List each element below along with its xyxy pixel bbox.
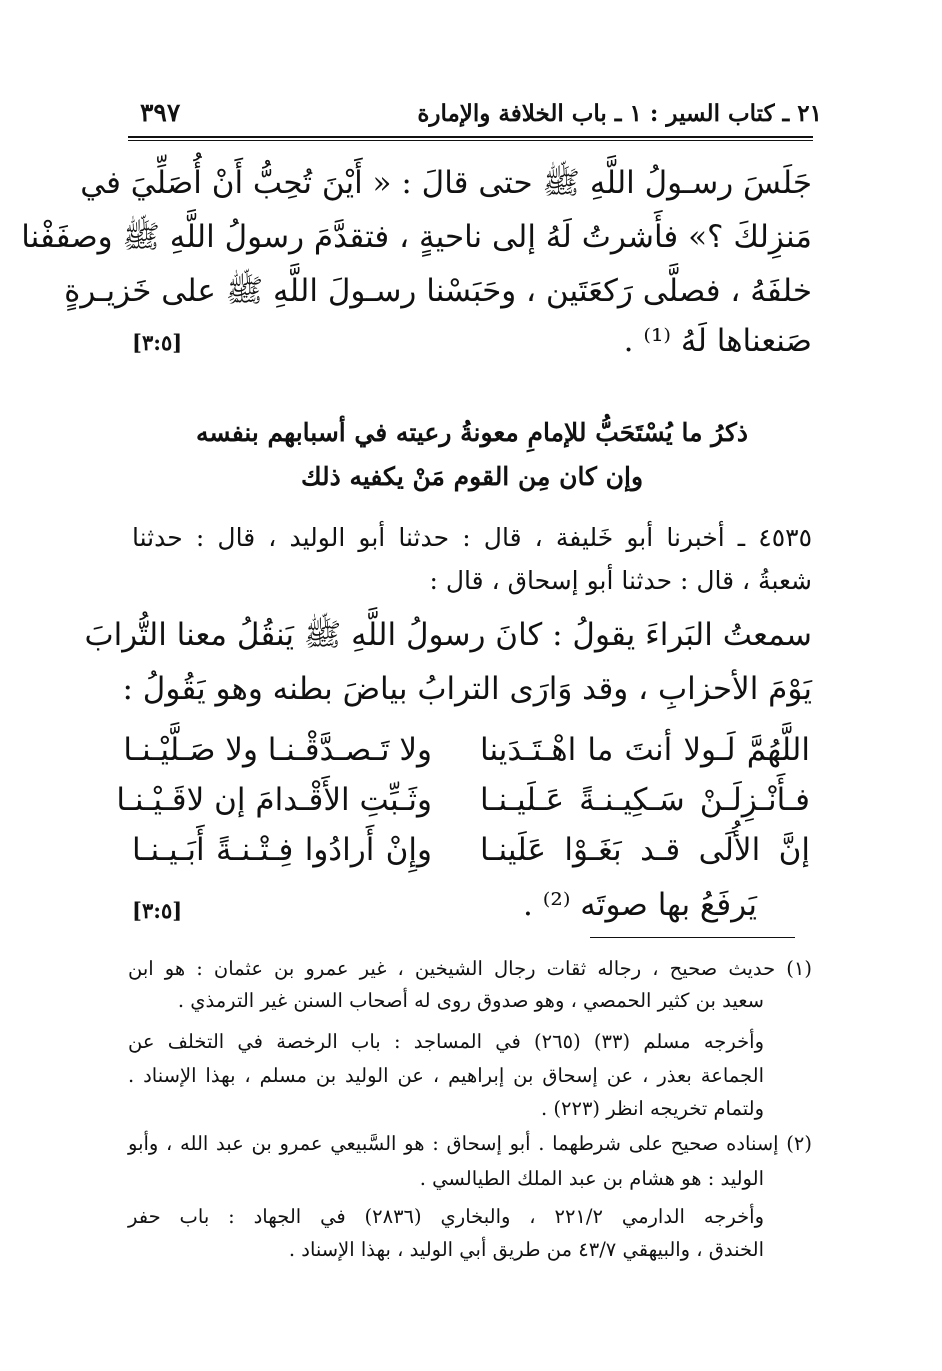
isnad-line: ٤٥٣٥ ـ أخبرنا أبو خَليفة ، قال : حدثنا أبو الوليد ، قال : حدثنا <box>132 523 812 552</box>
footnote-line: الخندق ، والبيهقي ٤٣/٧ من طريق أبي الوليد ، بهذا الإسناد . <box>288 1238 764 1261</box>
poem-verse-right: إنَّ الأُلَى قـد بَغَـوْا عَلَينـا <box>480 832 810 868</box>
footnote-line: (١) حديث صحيح ، رجاله ثقات رجال الشيخين ، غير عمرو بن عثمان : هو ابن <box>128 957 812 980</box>
footnote-divider <box>590 937 795 938</box>
reference-tag: [٣:٥] <box>132 898 183 923</box>
paragraph-line: جَلَسَ رسـولُ اللَّهِ ﷺ حتى قالَ : « أَيْنَ تُحِبُّ أَنْ أُصَلِّيَ في <box>80 165 812 201</box>
header-divider <box>128 136 813 141</box>
running-header-title: ٢١ ـ كتاب السير : ١ ـ باب الخلافة والإمارة <box>417 100 822 127</box>
footnote-line: سعيد بن كثير الحمصي ، وهو صدوق روى له أصحاب السنن غير الترمذي . <box>177 989 764 1012</box>
footnote-line: (٢) إسناده صحيح على شرطهما . أبو إسحاق : هو السَّبيعي عمرو بن عبد الله ، وأبو <box>128 1132 812 1155</box>
poem-verse-right: فـأَنْـزِلَـنْ سَـكِيـنـةً عَـلَيـنـا <box>480 782 810 818</box>
poem-verse-left: ولا تَـصـدَّقْـنـا ولا صَـلَّيْـنـا <box>123 732 432 768</box>
poem-verse-left: وثَـبِّتِ الأَقْـدامَ إن لاقَـيْـنـا <box>116 782 432 818</box>
matn-line: سمعتُ البَراءَ يقولُ : كانَ رسولُ اللَّهِ ﷺ يَنقُلُ معنا التُّرابَ <box>84 617 812 653</box>
page-number: ٣٩٧ <box>140 98 181 127</box>
matn-closing: يَرفَعُ بها صوتَه ⁽²⁾ . <box>523 887 757 923</box>
paragraph-line: خلفَهُ ، فصلَّى رَكعَتَين ، وحَبَسْنا رسـولَ اللَّهِ ﷺ على خَزيـرةٍ <box>64 273 812 309</box>
paragraph-line: مَنزِلكَ ؟» فأَشرتُ لَهُ إلى ناحيةٍ ، فتقدَّمَ رسولُ اللَّهِ ﷺ وصفَفْنا <box>21 219 812 255</box>
poem-verse-right: اللَّهُمَّ لَـولا أنتَ ما اهْـتَـدَينا <box>480 732 810 768</box>
isnad-line: شعبةُ ، قال : حدثنا أبو إسحاق ، قال : <box>429 566 812 595</box>
matn-line: يَوْمَ الأحزابِ ، وقد وَارَى الترابُ بياضَ بطنه وهو يَقُولُ : <box>122 671 812 707</box>
footnote-line: ولتمام تخريجه انظر (٢٢٣) . <box>540 1097 764 1120</box>
footnote-line: الوليد : هو هشام بن عبد الملك الطيالسي . <box>419 1167 764 1190</box>
footnote-line: وأخرجه مسلم (٣٣) (٢٦٥) في المساجد : باب الرخصة في التخلف عن <box>128 1030 765 1053</box>
footnote-line: الجماعة بعذر ، عن إسحاق بن إبراهيم ، عن الوليد بن مسلم ، بهذا الإسناد . <box>128 1064 764 1087</box>
reference-tag: [٣:٥] <box>132 330 183 355</box>
section-heading: ذكرُ ما يُسْتَحَبُّ للإمامِ معونةُ رعيته في أسبابهم بنفسه <box>195 418 748 447</box>
section-heading-continued: وإن كان مِن القوم مَنْ يكفيه ذلك <box>300 462 644 491</box>
footnote-line: وأخرجه الدارمي ٢٢١/٢ ، والبخاري (٢٨٣٦) في الجهاد : باب حفر <box>128 1205 764 1228</box>
poem-verse-left: وإِنْ أَرادُوا فِـتْـنـةً أَبَـيـنـا <box>132 832 432 868</box>
paragraph-line: صَنعناها لَهُ ⁽¹⁾ . <box>623 323 812 359</box>
